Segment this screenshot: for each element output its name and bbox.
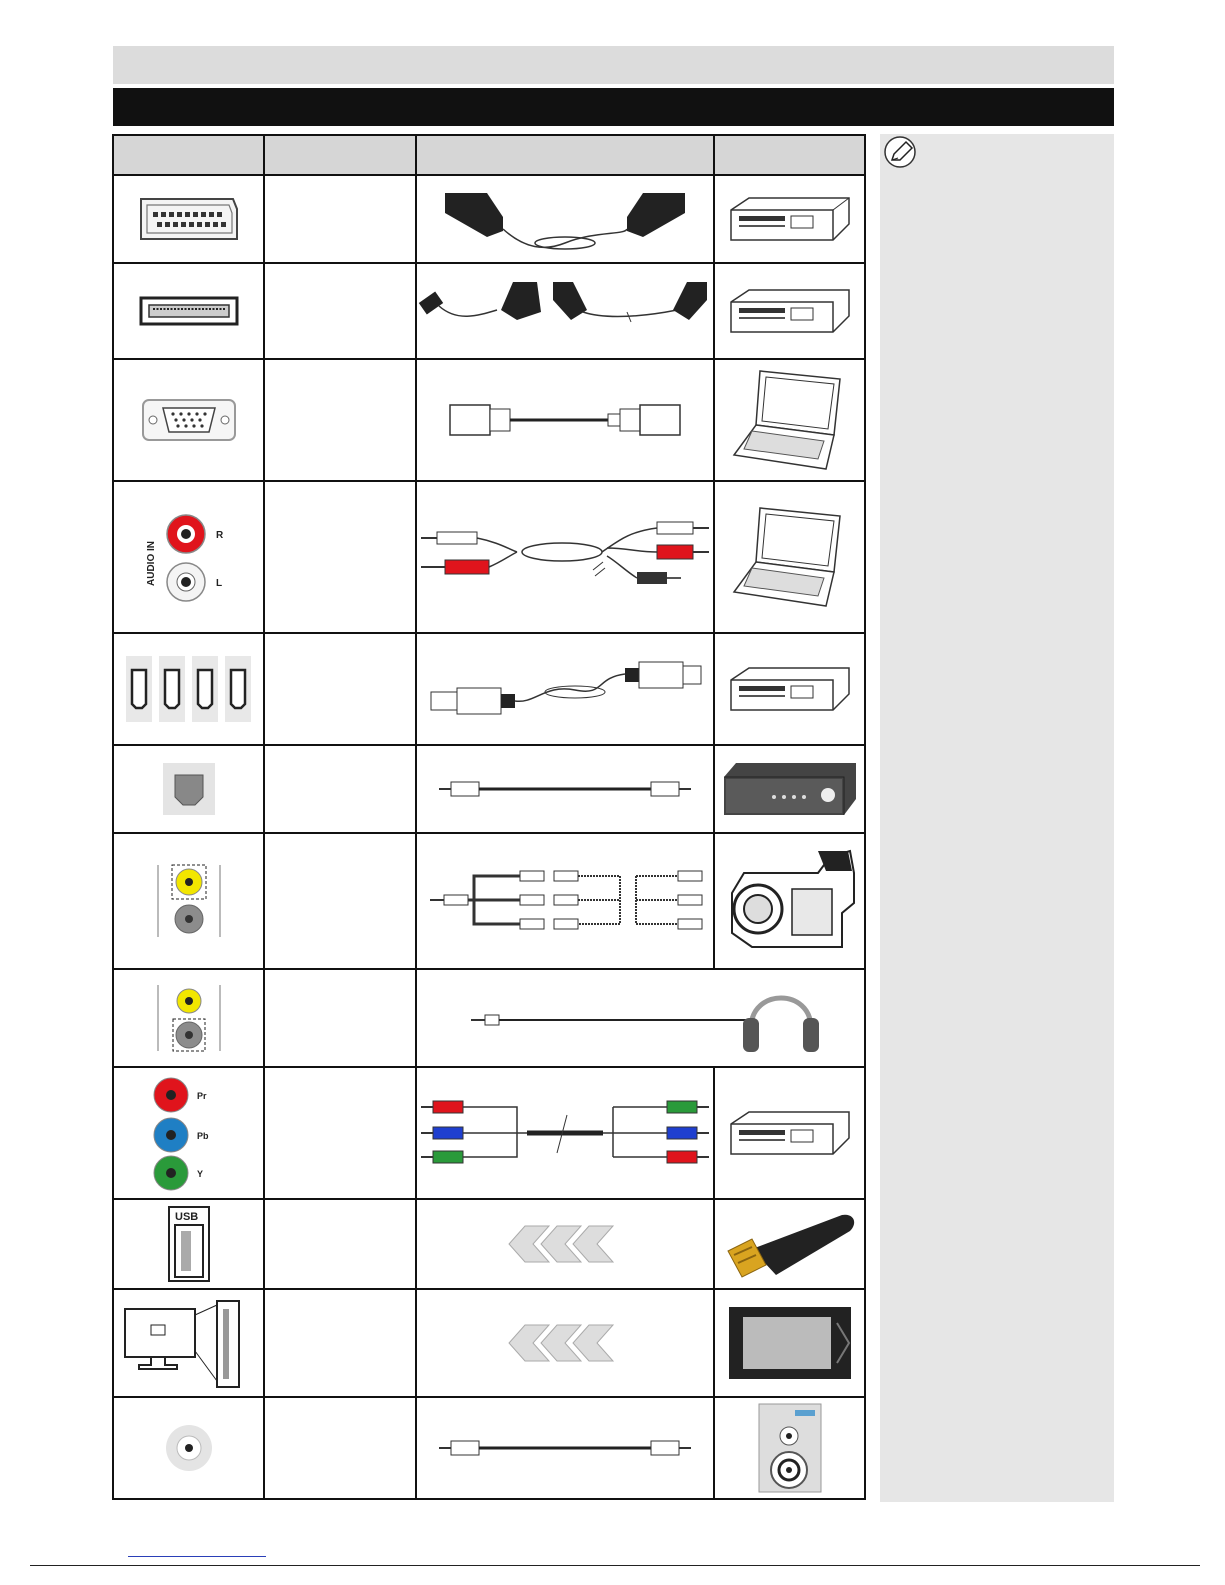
row-label	[264, 175, 416, 263]
connections-table	[112, 134, 866, 1500]
column-header-type	[264, 135, 416, 175]
y-label: Y	[196, 1169, 203, 1179]
column-header-device	[714, 135, 865, 175]
audio-in-label: AUDIO IN	[145, 541, 157, 586]
l-label: L	[215, 578, 222, 589]
audio-cable-icon	[416, 481, 714, 633]
hdmi-sockets-icon	[113, 633, 264, 745]
table-row	[113, 1289, 865, 1397]
ci-slot-icon	[113, 1289, 264, 1397]
component-socket-icon	[113, 1067, 264, 1199]
column-header-cables	[416, 135, 714, 175]
hdmi-scart-socket-icon	[113, 263, 264, 359]
audio-in-socket-icon	[113, 481, 264, 633]
usb-label: USB	[174, 1211, 198, 1223]
insert-arrows-icon	[416, 1289, 714, 1397]
camcorder-icon	[714, 833, 865, 969]
scart-cable-icon	[416, 175, 714, 263]
column-header-connector	[113, 135, 264, 175]
table-row	[113, 1067, 865, 1199]
vga-cable-icon	[416, 359, 714, 481]
table-row	[113, 481, 865, 633]
vga-socket-icon	[113, 359, 264, 481]
table-row	[113, 745, 865, 833]
hdmi-scart-cable-icon	[416, 263, 714, 359]
table-row	[113, 263, 865, 359]
row-label	[264, 745, 416, 833]
usb-socket-icon	[113, 1199, 264, 1289]
row-label	[264, 833, 416, 969]
subwoofer-icon	[714, 1397, 865, 1499]
dvd-recorder-icon	[714, 1067, 865, 1199]
dvd-recorder-icon	[714, 263, 865, 359]
footer-divider	[30, 1565, 1200, 1566]
table-row	[113, 633, 865, 745]
r-label: R	[215, 530, 223, 541]
pb-label: Pb	[196, 1131, 209, 1141]
section-title-bar	[113, 88, 1114, 126]
av-cable-icon	[416, 833, 714, 969]
headphone-socket-icon	[113, 969, 264, 1067]
row-label	[264, 481, 416, 633]
row-label	[264, 633, 416, 745]
row-label	[264, 1199, 416, 1289]
component-cable-icon	[416, 1067, 714, 1199]
ci-module-icon	[714, 1289, 865, 1397]
usb-stick-icon	[714, 1199, 865, 1289]
table-row	[113, 969, 865, 1067]
insert-arrows-icon	[416, 1199, 714, 1289]
pr-label: Pr	[196, 1091, 207, 1101]
row-label	[264, 1067, 416, 1199]
amplifier-icon	[714, 745, 865, 833]
dvd-recorder-icon	[714, 175, 865, 263]
table-row	[113, 175, 865, 263]
row-label	[264, 1289, 416, 1397]
hdmi-cable-icon	[416, 633, 714, 745]
spdif-socket-icon	[113, 745, 264, 833]
laptop-icon	[714, 481, 865, 633]
table-row	[113, 1199, 865, 1289]
footer-link-underline	[128, 1556, 266, 1557]
notes-panel	[880, 134, 1114, 1502]
row-label	[264, 263, 416, 359]
av-socket-icon	[113, 833, 264, 969]
subwoofer-socket-icon	[113, 1397, 264, 1499]
rca-cable-icon	[416, 1397, 714, 1499]
top-grey-bar	[113, 46, 1114, 84]
laptop-icon	[714, 359, 865, 481]
row-label	[264, 359, 416, 481]
row-label	[264, 969, 416, 1067]
table-row	[113, 359, 865, 481]
table-header-row	[113, 135, 865, 175]
pencil-note-icon	[882, 134, 922, 174]
scart-socket-icon	[113, 175, 264, 263]
row-label	[264, 1397, 416, 1499]
table-row	[113, 1397, 865, 1499]
table-row	[113, 833, 865, 969]
spdif-cable-icon	[416, 745, 714, 833]
headphone-cable-icon	[416, 969, 865, 1067]
dvd-recorder-icon	[714, 633, 865, 745]
